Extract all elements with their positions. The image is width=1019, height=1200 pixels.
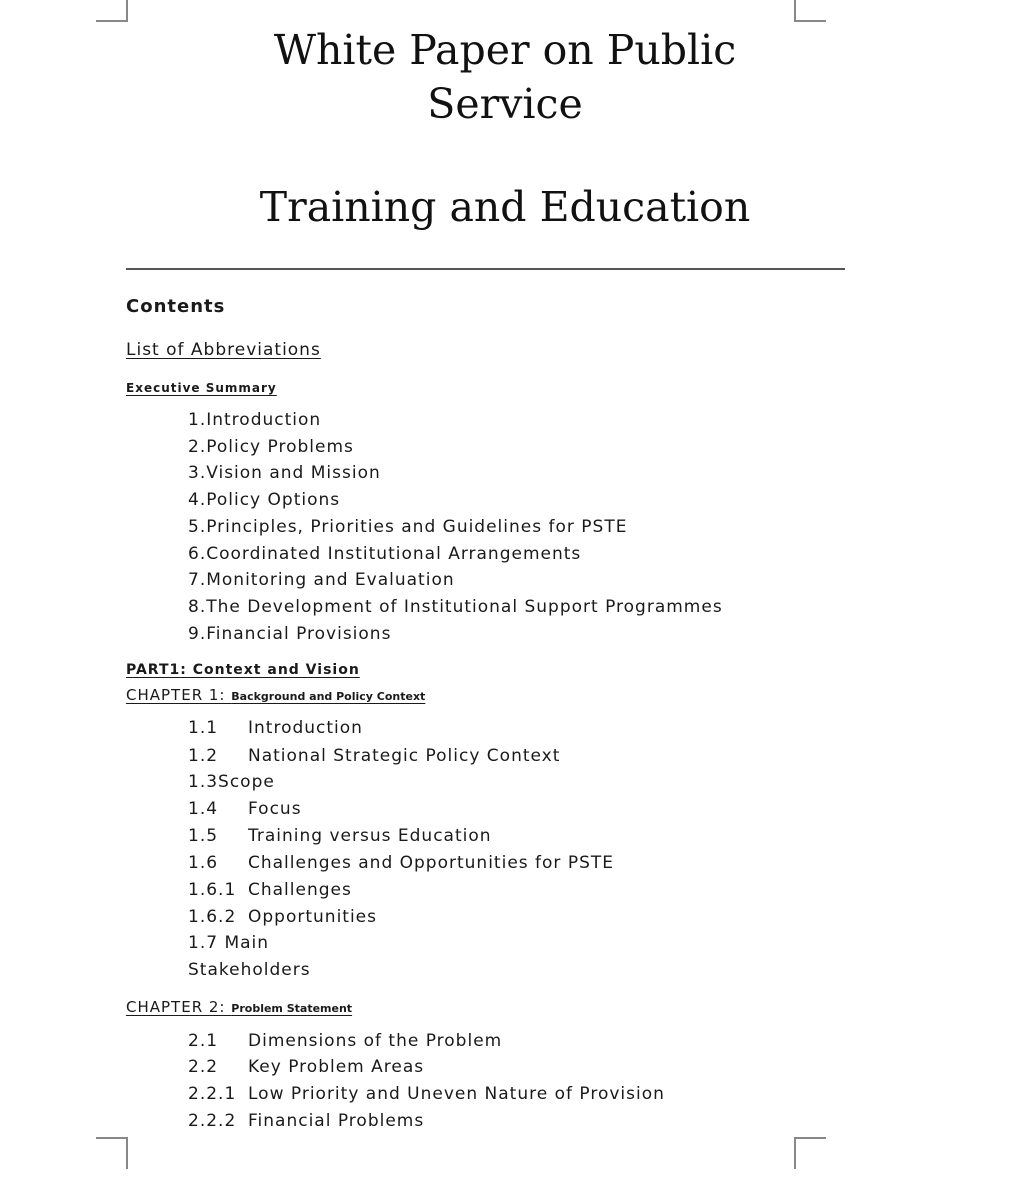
chapter1-label: CHAPTER 1: (126, 686, 226, 704)
toc-item[interactable] (188, 1111, 424, 1131)
toc-item-text: Key Problem Areas (248, 1057, 425, 1077)
toc-item-number: 1.1 (188, 718, 219, 738)
toc-item[interactable] (188, 746, 560, 766)
toc-item-text: Opportunities (248, 907, 377, 927)
toc-item-text: Scope (218, 772, 275, 792)
toc-link-part1[interactable]: PART1: Context and Vision (126, 662, 360, 678)
document-title-line-1: White Paper on Public (273, 26, 737, 74)
toc-item[interactable] (188, 826, 492, 846)
document-subtitle: Training and Education (259, 183, 751, 231)
document-title-line-2: Service (427, 80, 583, 128)
contents-heading: Contents (126, 296, 226, 317)
toc-item-text: Introduction (248, 718, 363, 738)
toc-item-number: 1.5 (188, 826, 219, 846)
toc-item-number: 1.4 (188, 799, 219, 819)
toc-item-number: 1.6.2 (188, 907, 237, 927)
toc-item-text: Training versus Education (248, 826, 492, 846)
crop-mark-bottom-left (96, 1137, 128, 1169)
title-divider (126, 268, 845, 270)
toc-item[interactable]: 1.Introduction (188, 410, 322, 430)
toc-item-text: Financial Problems (248, 1111, 425, 1131)
toc-item[interactable]: 4.Policy Options (188, 490, 341, 510)
toc-item[interactable]: 5.Principles, Priorities and Guidelines for PSTE (188, 517, 628, 537)
toc-item[interactable] (188, 960, 311, 980)
toc-link-chapter1[interactable] (126, 686, 425, 704)
toc-item-text: Challenges (248, 880, 352, 900)
toc-item[interactable] (188, 933, 269, 953)
toc-item[interactable] (188, 907, 377, 927)
toc-item-number: 1.6.1 (188, 880, 237, 900)
toc-item-number: 1.6 (188, 853, 219, 873)
toc-item[interactable] (188, 880, 352, 900)
toc-link-abbreviations[interactable]: List of Abbreviations (126, 340, 321, 360)
toc-item-text: Challenges and Opportunities for PSTE (248, 853, 614, 873)
toc-item[interactable]: 2.Policy Problems (188, 437, 354, 457)
toc-item[interactable]: 7.Monitoring and Evaluation (188, 570, 455, 590)
crop-mark-top-left (96, 0, 128, 22)
toc-item-number: 2.2 (188, 1057, 219, 1077)
toc-item[interactable] (188, 853, 614, 873)
crop-mark-bottom-right (794, 1137, 826, 1169)
toc-item-number: 2.2.1 (188, 1084, 237, 1104)
toc-item[interactable]: 3.Vision and Mission (188, 463, 381, 483)
toc-item[interactable]: 8.The Development of Institutional Support Programmes (188, 597, 723, 617)
toc-link-executive-summary[interactable]: Executive Summary (126, 381, 277, 395)
toc-link-chapter2[interactable] (126, 998, 352, 1016)
toc-item-number: 2.2.2 (188, 1111, 237, 1131)
chapter2-title: Problem Statement (231, 1002, 353, 1015)
toc-item[interactable] (188, 1084, 665, 1104)
toc-item-number: 1.3 (188, 772, 219, 792)
toc-item[interactable] (188, 799, 302, 819)
chapter1-title: Background and Policy Context (231, 690, 426, 703)
crop-mark-top-right (794, 0, 826, 22)
toc-item-text: Stakeholders (188, 960, 311, 980)
toc-item-text: Main (224, 933, 270, 953)
toc-item-number: 1.7 (188, 933, 219, 953)
toc-item-text: Low Priority and Uneven Nature of Provision (248, 1084, 665, 1104)
toc-item[interactable] (188, 772, 275, 792)
toc-item[interactable] (188, 718, 363, 738)
toc-item-number: 1.2 (188, 746, 219, 766)
toc-item[interactable] (188, 1031, 502, 1051)
toc-item-text: National Strategic Policy Context (248, 746, 561, 766)
chapter2-label: CHAPTER 2: (126, 998, 226, 1016)
toc-item[interactable] (188, 1057, 424, 1077)
toc-item[interactable]: 6.Coordinated Institutional Arrangements (188, 544, 582, 564)
toc-item-number: 2.1 (188, 1031, 219, 1051)
toc-item-text: Dimensions of the Problem (248, 1031, 503, 1051)
toc-item[interactable]: 9.Financial Provisions (188, 624, 392, 644)
toc-item-text: Focus (248, 799, 302, 819)
